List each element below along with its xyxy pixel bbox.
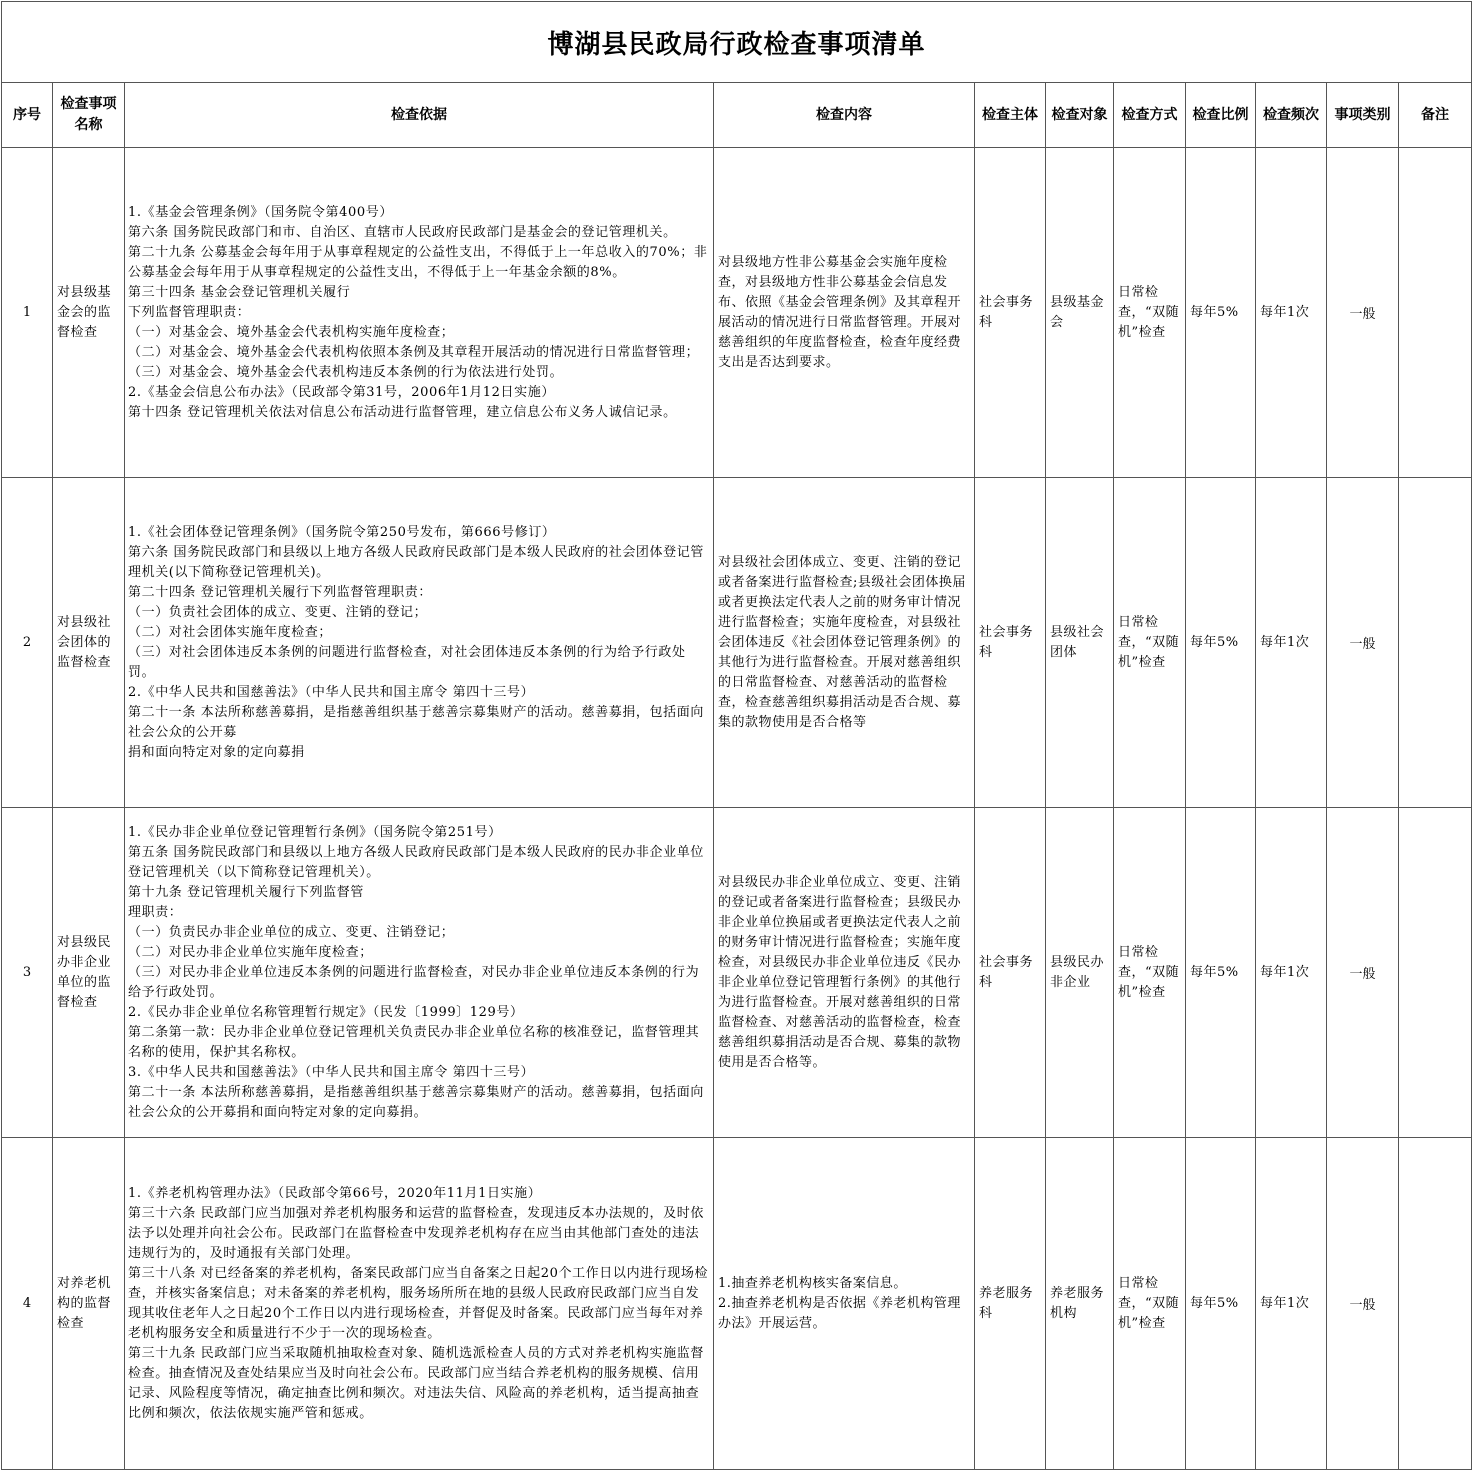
basis-line: 第三十六条 民政部门应当加强对养老机构服务和运营的监督检查，发现违反本办法规的，及时依法予以处理并向社会公布。民政部门在监督检查中发现养老机构存在应当由其他部门查处的违法违规行为的，及时通报有关部门处理。 (128, 1205, 704, 1261)
header-target: 检查对象 (1046, 83, 1114, 148)
basis-line: （一）负责民办非企业单位的成立、变更、注销登记； (128, 924, 455, 940)
basis-line: （三）对民办非企业单位违反本条例的问题进行监督检查，对民办非企业单位违反本条例的行为给予行政处罚。 (128, 964, 700, 1000)
header-subject: 检查主体 (975, 83, 1046, 148)
row-name: 对养老机构的监督检查 (53, 1138, 125, 1470)
basis-line: （三）对基金会、境外基金会代表机构违反本条例的行为依法进行处罚。 (128, 364, 564, 380)
row-category: 一般 (1327, 808, 1399, 1138)
row-target: 县级社会团体 (1046, 478, 1114, 808)
row-subject: 社会事务科 (975, 808, 1046, 1138)
basis-line: 2.《中华人民共和国慈善法》（中华人民共和国主席令 第四十三号） (128, 684, 535, 700)
basis-line: 2.《基金会信息公布办法》（民政部令第31号，2006年1月12日实施） (128, 384, 555, 400)
header-remark: 备注 (1399, 83, 1472, 148)
row-category: 一般 (1327, 1138, 1399, 1470)
row-name: 对县级民办非企业单位的监督检查 (53, 808, 125, 1138)
header-method: 检查方式 (1114, 83, 1186, 148)
row-target: 县级基金会 (1046, 148, 1114, 478)
basis-line: （一）负责社会团体的成立、变更、注销的登记； (128, 604, 428, 620)
header-freq: 检查频次 (1256, 83, 1327, 148)
basis-line: （三）对社会团体违反本条例的问题进行监督检查，对社会团体违反本条例的行为给予行政处罚。 (128, 644, 686, 680)
row-name: 对县级社会团体的监督检查 (53, 478, 125, 808)
basis-line: （二）对民办非企业单位实施年度检查； (128, 944, 373, 960)
row-subject: 养老服务科 (975, 1138, 1046, 1470)
row-basis (125, 478, 714, 808)
header-row (2, 83, 1472, 148)
row-seq: 1 (2, 148, 53, 478)
header-seq: 序号 (2, 83, 53, 148)
row-seq: 2 (2, 478, 53, 808)
basis-line: 第三十四条 基金会登记管理机关履行 (128, 284, 351, 300)
basis-line: 第十四条 登记管理机关依法对信息公布活动进行监督管理，建立信息公布义务人诚信记录。 (128, 404, 677, 420)
row-method: 日常检查，“双随机”检查 (1114, 1138, 1186, 1470)
basis-line: （二）对社会团体实施年度检查； (128, 624, 333, 640)
row-method: 日常检查，“双随机”检查 (1114, 148, 1186, 478)
row-content: 对县级民办非企业单位成立、变更、注销的登记或者备案进行监督检查；县级民办非企业单位换届或者更换法定代表人之前的财务审计情况进行监督检查；实施年度检查，对县级民办非企业单位违反《民办非企业单位登记管理暂行条例》的其他行为进行监督检查。开展对慈善组织的日常监督检查、对慈善活动的监督检查，检查慈善组织募捐活动是否合规、募集的款物使用是否合格等。 (714, 808, 975, 1138)
basis-line: 第三十九条 民政部门应当采取随机抽取检查对象、随机选派检查人员的方式对养老机构实施监督检查。抽查情况及查处结果应当及时向社会公布。民政部门应当结合养老机构的服务规模、信用记录、风险程度等情况，确定抽查比例和频次。对违法失信、风险高的养老机构，适当提高抽查比例和频次，依法依规实施严管和惩戒。 (128, 1345, 704, 1421)
table-row (2, 148, 1472, 478)
basis-line: 第二条第一款：民办非企业单位登记管理机关负责民办非企业单位名称的核准登记，监督管理其名称的使用，保护其名称权。 (128, 1024, 700, 1060)
basis-line: 第三十八条 对已经备案的养老机构，备案民政部门应当自备案之日起20个工作日以内进行现场检查，并核实备案信息；对未备案的养老机构，服务场所所在地的县级人民政府民政部门应当自发现其收住老年人之日起20个工作日以内进行现场检查，并督促及时备案。民政部门应当每年对养老机构服务安全和质量进行不少于一次的现场检查。 (128, 1265, 709, 1341)
row-basis (125, 148, 714, 478)
basis-line: 理职责： (128, 904, 183, 920)
row-freq: 每年1次 (1256, 1138, 1327, 1470)
row-subject: 社会事务科 (975, 478, 1046, 808)
header-category: 事项类别 (1327, 83, 1399, 148)
row-target: 养老服务机构 (1046, 1138, 1114, 1470)
row-remark (1399, 1138, 1472, 1470)
row-freq: 每年1次 (1256, 808, 1327, 1138)
table-row (2, 808, 1472, 1138)
row-remark (1399, 478, 1472, 808)
basis-line: 第六条 国务院民政部门和县级以上地方各级人民政府民政部门是本级人民政府的社会团体登记管理机关(以下简称登记管理机关)。 (128, 544, 704, 580)
basis-line: 第十九条 登记管理机关履行下列监督管 (128, 884, 364, 900)
row-remark (1399, 148, 1472, 478)
row-seq: 4 (2, 1138, 53, 1470)
row-content: 对县级社会团体成立、变更、注销的登记或者备案进行监督检查;县级社会团体换届或者更换法定代表人之前的财务审计情况进行监督检查；实施年度检查，对县级社会团体违反《社会团体登记管理条例》的其他行为进行监督检查。开展对慈善组织的日常监督检查、对慈善活动的监督检查，检查慈善组织募捐活动是否合规、募集的款物使用是否合格等 (714, 478, 975, 808)
header-name: 检查事项名称 (53, 83, 125, 148)
header-content: 检查内容 (714, 83, 975, 148)
basis-line: 第六条 国务院民政部门和市、自治区、直辖市人民政府民政部门是基金会的登记管理机关。 (128, 224, 677, 240)
basis-line: 第五条 国务院民政部门和县级以上地方各级人民政府民政部门是本级人民政府的民办非企业单位登记管理机关（以下简称登记管理机关）。 (128, 844, 704, 880)
row-freq: 每年1次 (1256, 478, 1327, 808)
basis-line: 2.《民办非企业单位名称管理暂行规定》（民发〔1999〕129号） (128, 1004, 524, 1020)
row-remark (1399, 808, 1472, 1138)
basis-line: 1.《民办非企业单位登记管理暂行条例》（国务院令第251号） (128, 824, 502, 840)
basis-line: 第二十一条 本法所称慈善募捐，是指慈善组织基于慈善宗募集财产的活动。慈善募捐，包括面向社会公众的公开募捐和面向特定对象的定向募捐。 (128, 1084, 704, 1120)
row-content: 1.抽查养老机构核实备案信息。 2.抽查养老机构是否依据《养老机构管理办法》开展运营。 (714, 1138, 975, 1470)
row-category: 一般 (1327, 478, 1399, 808)
header-ratio: 检查比例 (1186, 83, 1256, 148)
basis-line: 捐和面向特定对象的定向募捐 (128, 744, 305, 760)
row-target: 县级民办非企业 (1046, 808, 1114, 1138)
basis-line: 1.《基金会管理条例》（国务院令第400号） (128, 204, 393, 220)
basis-line: 第二十九条 公募基金会每年用于从事章程规定的公益性支出，不得低于上一年总收入的70%；非公募基金会每年用于从事章程规定的公益性支出，不得低于上一年基金余额的8%。 (128, 244, 708, 280)
basis-line: 第二十一条 本法所称慈善募捐，是指慈善组织基于慈善宗募集财产的活动。慈善募捐，包括面向社会公众的公开募 (128, 704, 704, 740)
basis-line: （二）对基金会、境外基金会代表机构依照本条例及其章程开展活动的情况进行日常监督管理； (128, 344, 700, 360)
row-ratio: 每年5% (1186, 1138, 1256, 1470)
row-method: 日常检查，“双随机”检查 (1114, 808, 1186, 1138)
row-name: 对县级基金会的监督检查 (53, 148, 125, 478)
header-basis: 检查依据 (125, 83, 714, 148)
page-title: 博湖县民政局行政检查事项清单 (2, 2, 1472, 83)
row-basis (125, 1138, 714, 1470)
basis-line: 1.《社会团体登记管理条例》（国务院令第250号发布，第666号修订） (128, 524, 556, 540)
row-freq: 每年1次 (1256, 148, 1327, 478)
row-ratio: 每年5% (1186, 808, 1256, 1138)
inspection-table (1, 1, 1472, 1470)
table-row (2, 478, 1472, 808)
row-basis (125, 808, 714, 1138)
row-category: 一般 (1327, 148, 1399, 478)
row-method: 日常检查，“双随机”检查 (1114, 478, 1186, 808)
row-content: 对县级地方性非公募基金会实施年度检查，对县级地方性非公募基金会信息发布、依照《基金会管理条例》及其章程开展活动的情况进行日常监督管理。开展对慈善组织的年度监督检查，检查年度经费支出是否达到要求。 (714, 148, 975, 478)
basis-line: 1.《养老机构管理办法》（民政部令第66号，2020年11月1日实施） (128, 1185, 542, 1201)
row-subject: 社会事务科 (975, 148, 1046, 478)
basis-line: 3.《中华人民共和国慈善法》（中华人民共和国主席令 第四十三号） (128, 1064, 535, 1080)
basis-line: 下列监督管理职责： (128, 304, 251, 320)
row-seq: 3 (2, 808, 53, 1138)
basis-line: （一）对基金会、境外基金会代表机构实施年度检查； (128, 324, 455, 340)
table-row (2, 1138, 1472, 1470)
row-ratio: 每年5% (1186, 478, 1256, 808)
row-ratio: 每年5% (1186, 148, 1256, 478)
basis-line: 第二十四条 登记管理机关履行下列监督管理职责： (128, 584, 432, 600)
